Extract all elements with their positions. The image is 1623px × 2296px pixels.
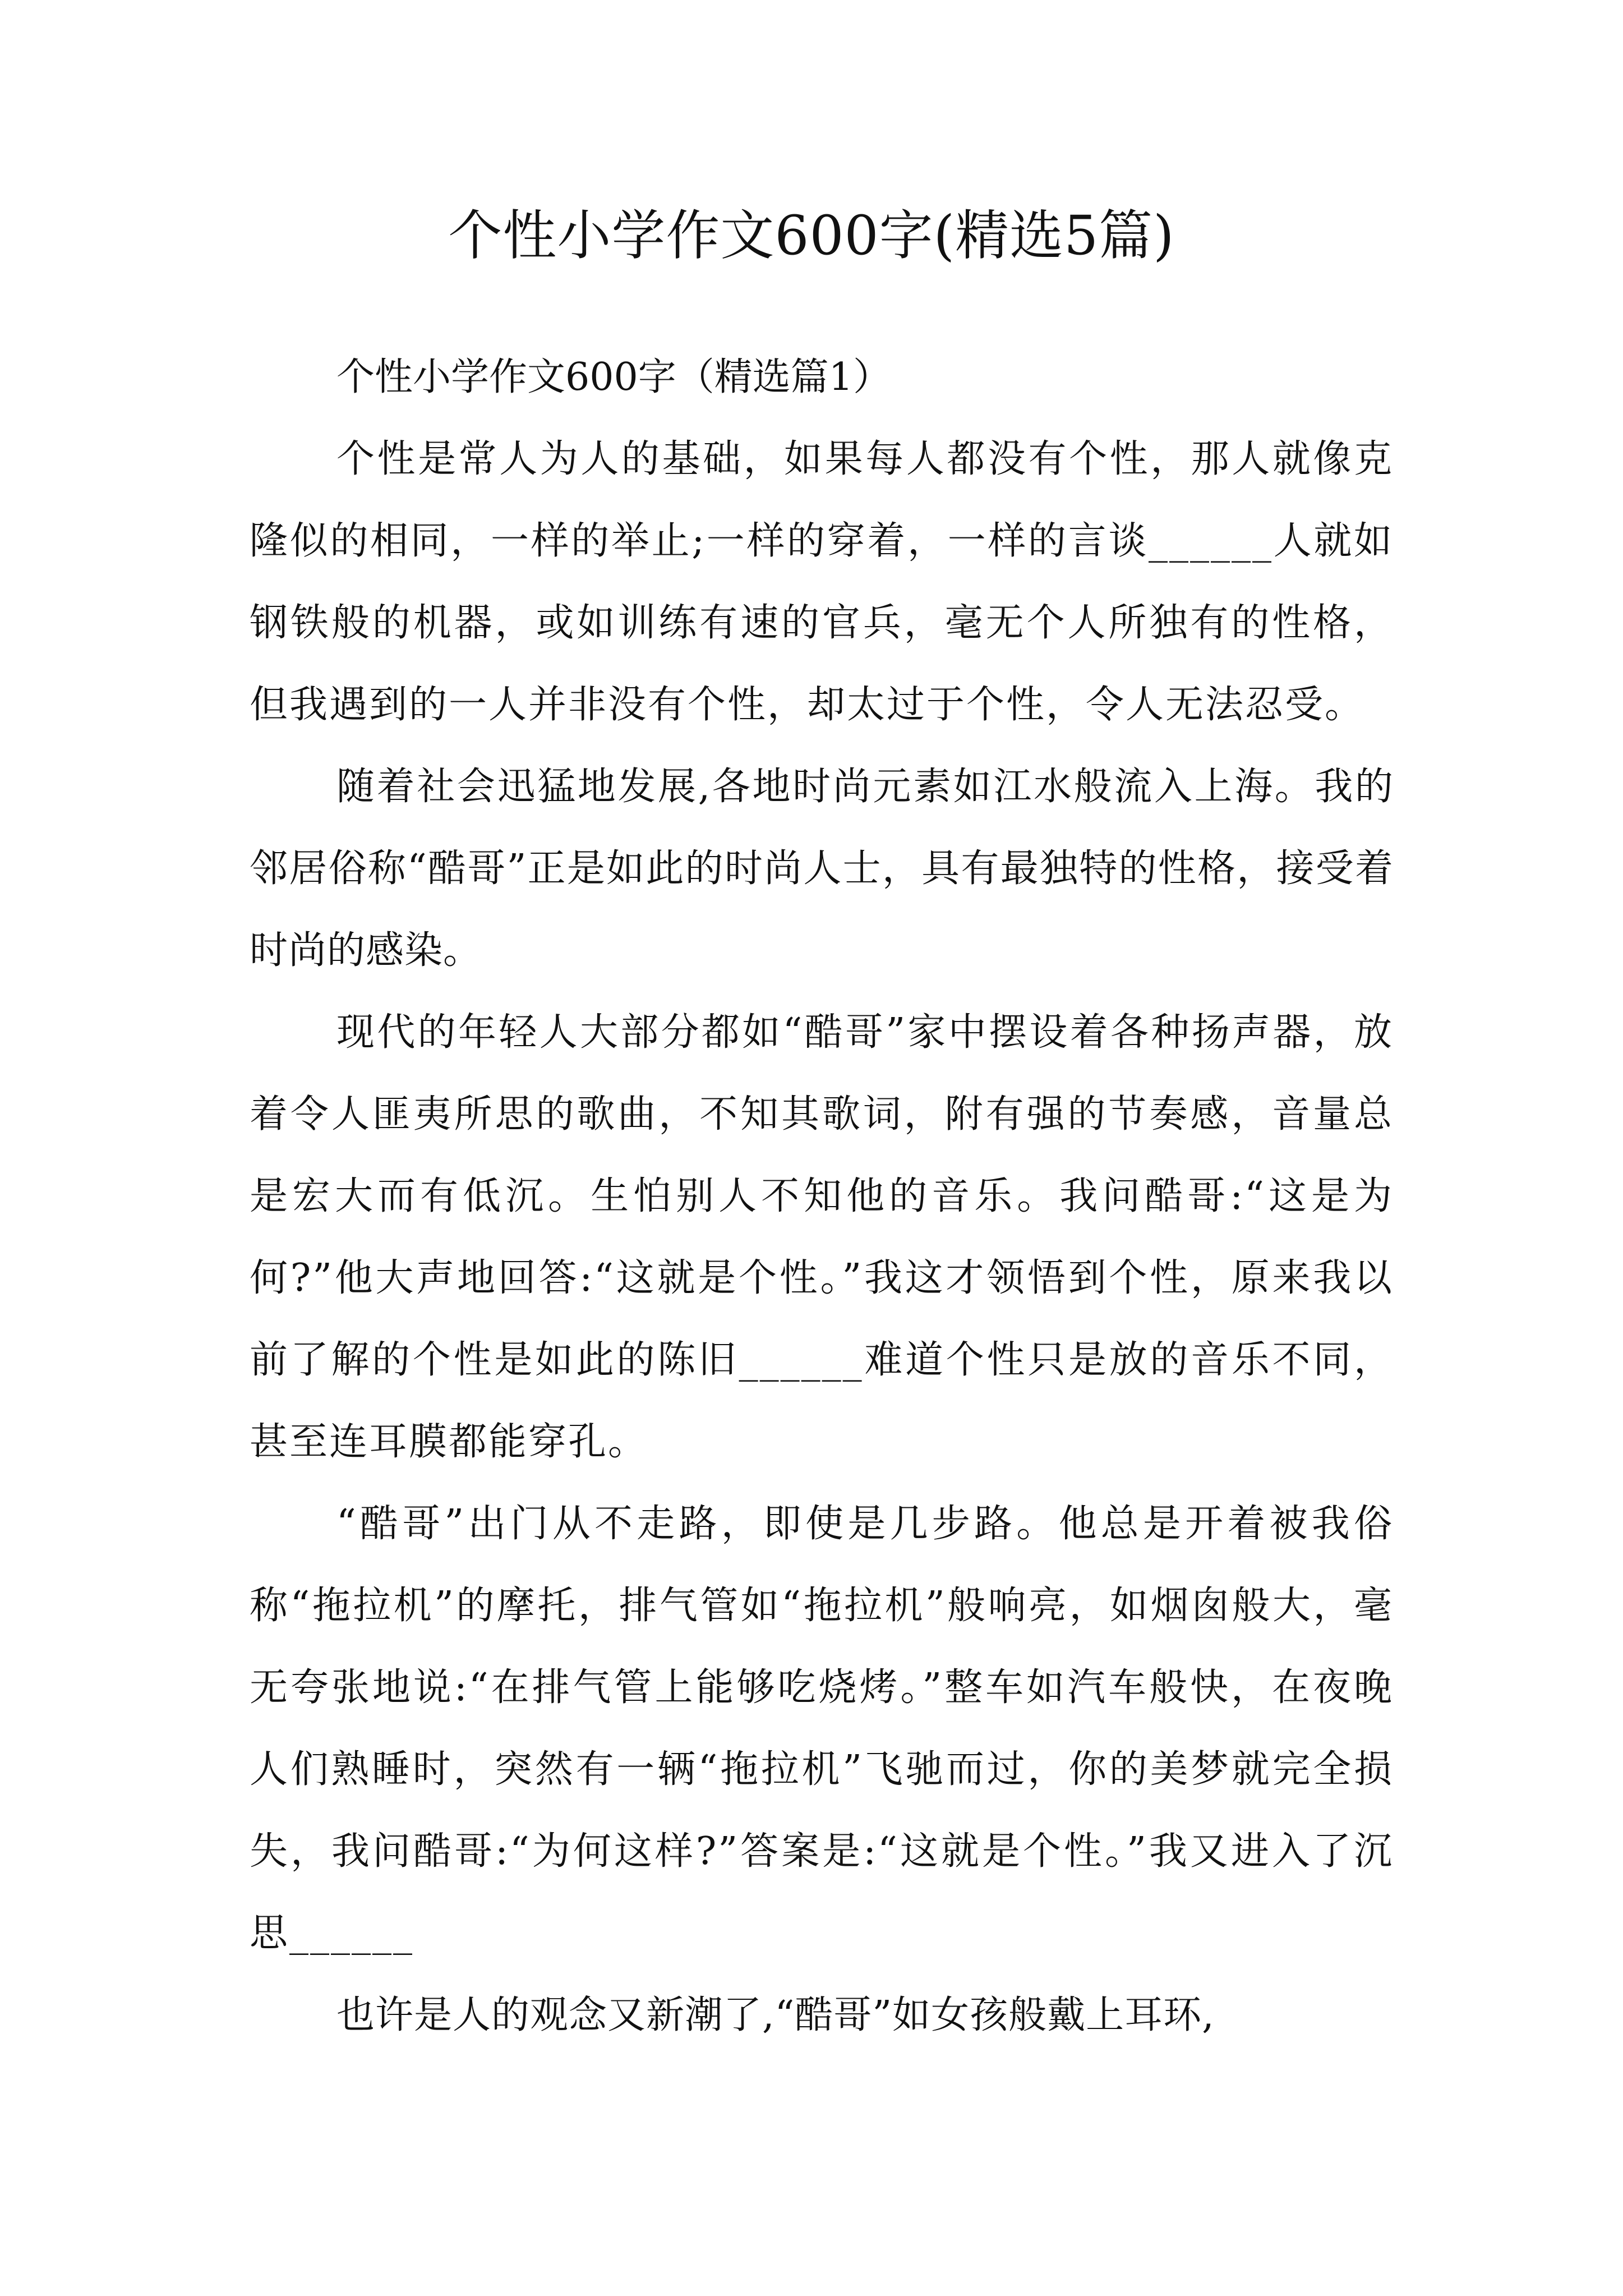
body-paragraph: “酷哥”出门从不走路，即使是几步路。他总是开着被我俗称“拖拉机”的摩托，排气管如“拖拉机”般响亮，如烟囱般大，毫无夸张地说:“在排气管上能够吃烧烤。”整车如汽车般快，在夜晚人们熟睡时，突然有一辆“拖拉机”飞驰而过，你的美梦就完全损失，我问酷哥:“为何这样?”答案是:“这就是个性。”我又进入了沉思______ (250, 1502, 1394, 1955)
body-paragraph: 随着社会迅猛地发展,各地时尚元素如江水般流入上海。我的邻居俗称“酷哥”正是如此的时尚人士，具有最独特的性格，接受着时尚的感染。 (250, 765, 1394, 973)
body-paragraph: 也许是人的观念又新潮了,“酷哥”如女孩般戴上耳环, (336, 1993, 1215, 2037)
body-paragraph: 个性是常人为人的基础，如果每人都没有个性，那人就像克隆似的相同，一样的举止;一样的穿着，一样的言谈______人就如钢铁般的机器，或如训练有速的官兵，毫无个人所独有的性格，但我遇到的一人并非没有个性，却太过于个性，令人无法忍受。 (250, 437, 1394, 727)
document-title: 个性小学作文600字(精选5篇) (448, 204, 1175, 267)
section-heading: 个性小学作文600字（精选篇1） (336, 355, 892, 399)
body-paragraph: 现代的年轻人大部分都如“酷哥”家中摆设着各种扬声器，放着令人匪夷所思的歌曲，不知其歌词，附有强的节奏感，音量总是宏大而有低沉。生怕别人不知他的音乐。我问酷哥:“这是为何?”他大声地回答:“这就是个性。”我这才领悟到个性，原来我以前了解的个性是如此的陈旧______难道个性只是放的音乐不同，甚至连耳膜都能穿孔。 (250, 1010, 1394, 1464)
document-body (250, 337, 1394, 2056)
